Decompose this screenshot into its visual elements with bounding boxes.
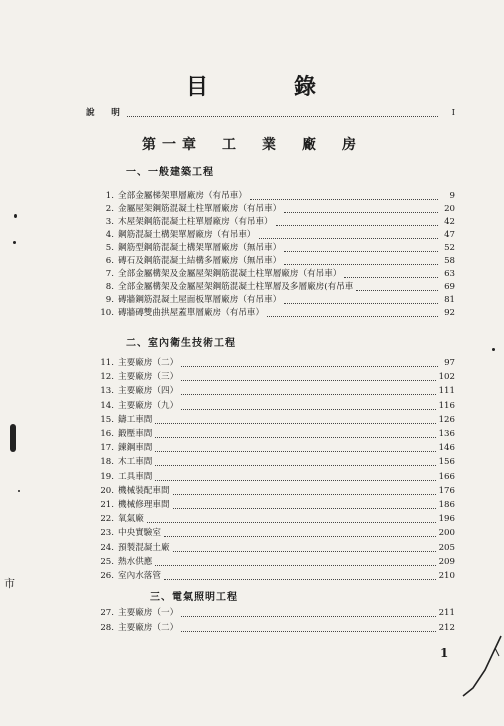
entry-number: 8. <box>105 282 114 292</box>
scan-speck <box>14 214 17 218</box>
leader-dots <box>164 579 436 580</box>
toc-entry <box>88 485 455 498</box>
entry-title: 氧氣廠 <box>118 514 144 525</box>
entry-page: 126 <box>438 414 455 425</box>
entry-title: 主要廠房（三） <box>118 372 179 383</box>
entry-page: 47 <box>444 230 455 240</box>
entry-page: 116 <box>438 400 455 411</box>
entry-page: 58 <box>444 256 455 266</box>
toc-entry <box>88 255 455 268</box>
leader-dots <box>164 536 436 537</box>
leader-dots <box>155 465 435 466</box>
section-title: 二、室內衛生技術工程 <box>126 338 236 349</box>
leader-dots <box>181 394 435 395</box>
entry-page: 212 <box>438 622 455 633</box>
entry-number: 26. <box>100 571 114 581</box>
leader-dots <box>181 631 435 632</box>
entry-title: 磚牆磚雙曲拱屋蓋單層廠房（有吊車） <box>118 308 265 318</box>
entry-title: 工具車間 <box>118 471 153 482</box>
entry-title: 機械修理車間 <box>118 500 170 510</box>
entry-page: 9 <box>449 191 455 201</box>
leader-dots <box>173 551 436 552</box>
scan-speck <box>13 241 16 244</box>
entry-title: 金屬屋架鋼筋混凝土柱單層廠房（有吊車） <box>118 204 282 214</box>
leader-dots <box>284 303 438 304</box>
entry-number: 16. <box>100 429 114 439</box>
entry-page: 205 <box>438 542 455 553</box>
toc-entry <box>88 414 455 427</box>
entry-title: 鍊鋼車間 <box>118 443 153 454</box>
leader-dots <box>284 264 438 265</box>
explanation-page: I <box>451 108 455 118</box>
entry-title: 木屋架鋼筋混凝土柱單層廠房（有吊車） <box>118 217 273 227</box>
leader-dots <box>155 437 435 438</box>
toc-entry <box>88 456 455 469</box>
toc-entry <box>88 527 455 540</box>
entry-title: 熱水供應 <box>118 556 153 567</box>
leader-dots <box>284 212 438 213</box>
entry-title: 中央實驗室 <box>118 528 161 539</box>
entry-title: 室內水落管 <box>118 571 161 581</box>
entry-number: 11. <box>100 358 114 368</box>
leader-dots <box>356 290 438 291</box>
chapter-title: 第一章 工 業 廠 房 <box>142 137 362 153</box>
toc-entry <box>88 570 455 583</box>
section-title: 三、電氣照明工程 <box>150 592 238 603</box>
scan-artifact-mark <box>455 630 504 700</box>
leader-dots <box>127 116 438 117</box>
entry-title: 鋼筋型鋼筋混凝土構架單層廠房（無吊車） <box>118 243 282 253</box>
toc-entry <box>88 307 455 320</box>
entry-number: 7. <box>105 269 114 279</box>
entry-number: 13. <box>100 386 114 397</box>
entry-page: 211 <box>438 608 455 618</box>
entry-title: 主要廠房（一） <box>118 608 179 618</box>
entry-title: 木工車間 <box>118 457 153 468</box>
entry-number: 28. <box>100 622 114 633</box>
scan-speck <box>492 348 495 351</box>
leader-dots <box>181 380 435 381</box>
toc-entry <box>88 385 455 398</box>
page-number: 1 <box>440 646 449 660</box>
toc-entry <box>88 607 455 620</box>
toc-entry <box>88 357 455 370</box>
entry-title: 磚石及鋼筋混凝土結構多層廠房（無吊車） <box>118 256 282 266</box>
entry-page: 176 <box>438 485 455 496</box>
scan-speck <box>10 424 16 452</box>
entry-title: 磚牆鋼筋混凝土屋面板單層廠房（有吊車） <box>118 295 282 305</box>
entry-page: 42 <box>444 217 455 227</box>
entry-number: 25. <box>100 556 114 567</box>
entry-number: 22. <box>100 514 114 525</box>
entry-page: 20 <box>444 204 455 214</box>
leader-dots <box>181 409 435 410</box>
leader-dots <box>173 494 436 495</box>
entry-page: 97 <box>444 358 455 368</box>
entry-title: 主要廠房（二） <box>118 622 179 633</box>
entry-title: 鑄工車間 <box>118 414 153 425</box>
toc-entry <box>88 513 455 526</box>
entry-number: 20. <box>100 485 114 496</box>
entry-number: 10. <box>100 308 114 318</box>
leader-dots <box>181 616 435 617</box>
entry-number: 23. <box>100 528 114 539</box>
leader-dots <box>155 565 435 566</box>
leader-dots <box>284 251 438 252</box>
leader-dots <box>155 480 435 481</box>
toc-entry <box>88 556 455 569</box>
title-char-1: 目 <box>185 74 210 100</box>
entry-title: 鍛壓車間 <box>118 429 153 439</box>
leader-dots <box>181 366 438 367</box>
entry-number: 19. <box>100 471 114 482</box>
title-char-2: 錄 <box>294 74 319 100</box>
entry-page: 156 <box>438 457 455 468</box>
toc-entry <box>88 281 455 294</box>
toc-entry <box>88 216 455 229</box>
entry-number: 6. <box>105 256 114 266</box>
entry-number: 5. <box>105 243 114 253</box>
entry-page: 210 <box>438 571 455 581</box>
entry-number: 12. <box>100 372 114 383</box>
entry-page: 111 <box>438 386 455 397</box>
leader-dots <box>276 225 438 226</box>
entry-page: 200 <box>438 528 455 539</box>
entry-number: 1. <box>105 191 114 201</box>
entry-page: 146 <box>438 443 455 454</box>
toc-entry <box>88 471 455 484</box>
toc-entry <box>88 190 455 203</box>
leader-dots <box>173 508 436 509</box>
entry-number: 27. <box>100 608 114 618</box>
toc-entry <box>88 499 455 512</box>
leader-dots <box>259 238 438 239</box>
toc-entry <box>88 229 455 242</box>
entry-page: 209 <box>438 556 455 567</box>
entry-page: 166 <box>438 471 455 482</box>
entry-title: 全部金屬構架及金屬屋架鋼筋混凝土柱單層廠房（有吊車） <box>118 269 342 279</box>
leader-dots <box>267 316 438 317</box>
toc-entry <box>88 442 455 455</box>
toc-entry <box>88 242 455 255</box>
toc-entry <box>88 294 455 307</box>
entry-page: 196 <box>438 514 455 525</box>
entry-page: 52 <box>444 243 455 253</box>
leader-dots <box>344 277 438 278</box>
entry-page: 186 <box>438 500 455 510</box>
section-title: 一、一般建築工程 <box>126 167 214 178</box>
entry-number: 9. <box>105 295 114 305</box>
entry-number: 14. <box>100 400 114 411</box>
entry-number: 4. <box>105 230 114 240</box>
entry-title: 全部金屬梯架單層廠房（有吊車） <box>118 191 247 201</box>
entry-page: 81 <box>444 295 455 305</box>
margin-character: 市 <box>4 577 15 590</box>
leader-dots <box>155 451 435 452</box>
entry-number: 24. <box>100 542 114 553</box>
entry-number: 2. <box>105 204 114 214</box>
explanation-label: 說 明 <box>86 108 124 118</box>
leader-dots <box>147 522 436 523</box>
toc-entry <box>88 400 455 413</box>
toc-entry <box>88 203 455 216</box>
entry-title: 預製混凝土廠 <box>118 542 170 553</box>
entry-title: 主要廠房（九） <box>118 400 179 411</box>
scan-speck <box>18 490 20 492</box>
entry-title: 主要廠房（四） <box>118 386 179 397</box>
entry-page: 92 <box>444 308 455 318</box>
entry-page: 136 <box>438 429 455 439</box>
toc-entry <box>88 428 455 441</box>
entry-page: 69 <box>444 282 455 292</box>
entry-title: 主要廠房（二） <box>118 358 179 368</box>
explanation-entry <box>86 107 455 120</box>
page-title <box>0 70 504 101</box>
entry-title: 鋼筋混凝土構架單層廠房（有吊車） <box>118 230 256 240</box>
entry-number: 21. <box>100 500 114 510</box>
entry-page: 102 <box>438 372 455 383</box>
entry-title: 機械裝配車間 <box>118 485 170 496</box>
entry-number: 15. <box>100 414 114 425</box>
toc-entry <box>88 268 455 281</box>
toc-entry <box>88 542 455 555</box>
toc-entry <box>88 371 455 384</box>
entry-number: 18. <box>100 457 114 468</box>
entry-number: 17. <box>100 443 114 454</box>
entry-title: 全部金屬構架及金屬屋架鋼筋混凝土柱單層及多層廠房(有吊車 <box>118 282 354 292</box>
leader-dots <box>155 423 435 424</box>
toc-entry <box>88 622 455 635</box>
leader-dots <box>250 199 438 200</box>
entry-page: 63 <box>444 269 455 279</box>
entry-number: 3. <box>105 217 114 227</box>
